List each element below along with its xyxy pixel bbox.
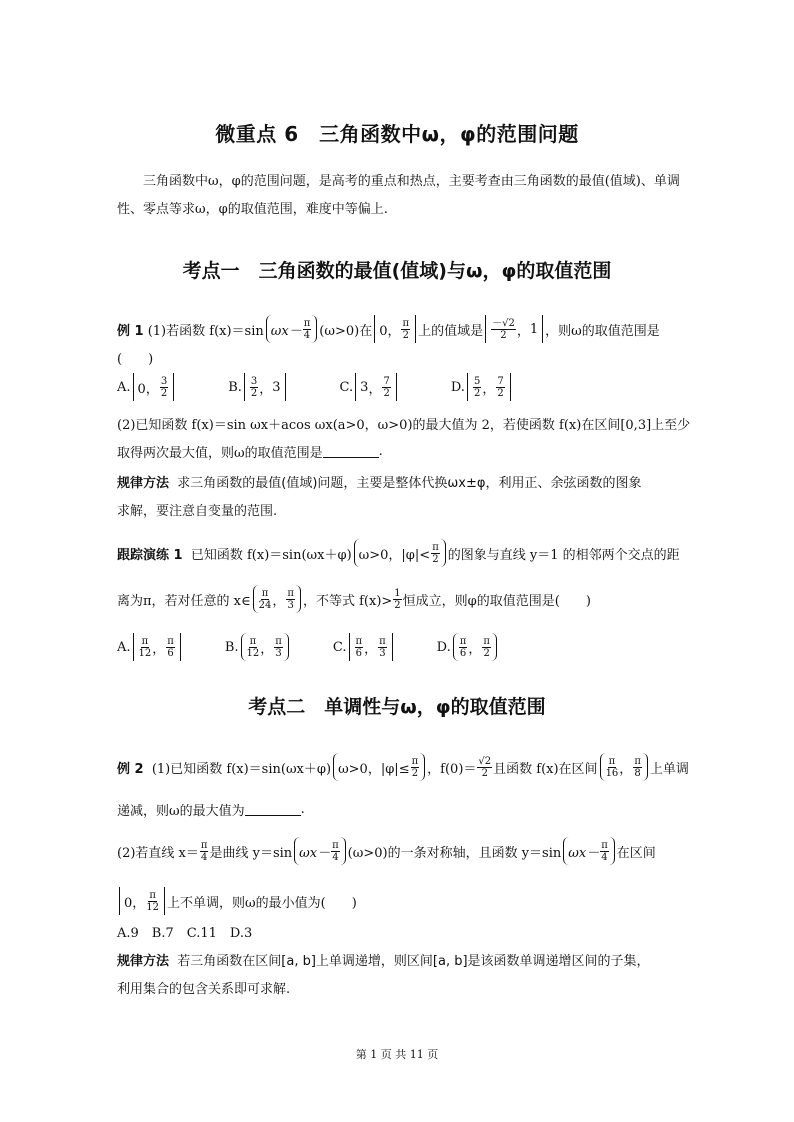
sep: ， [368,381,382,397]
fraction: $\frac{7}{2}$ [497,375,504,399]
q-text: (ω>0)在 [319,323,373,339]
q-text: ，不等式 f(x)> [302,593,393,609]
option-label: A. [117,379,131,395]
denominator: 3 [379,647,386,659]
interval-start: 3 [360,379,369,395]
option-c[interactable] [333,633,395,661]
denominator: 4 [303,329,311,341]
q-text: 递减，则ω的最大值为 [117,803,245,819]
q-text: ，则ω的取值范围是 [545,323,660,339]
fraction [331,840,340,863]
denominator: 24 [258,599,272,611]
interval-end: 3 [272,379,281,395]
q-text: 上单调 [649,761,689,777]
method-text: 求解，要注意自变量的范围. [117,503,278,519]
numerator: 5 [473,375,481,387]
sep: ， [619,761,633,777]
fraction [393,588,401,611]
fraction [146,890,159,913]
q-text: (2)已知函数 f(x)＝sin ωx＋acos ωx(a>0，ω>0)的最大值为 2，若使函数 f(x)在区间[0,3]上至少 [117,417,691,433]
sep: ， [468,641,482,657]
denominator: 2 [250,387,258,399]
option-c[interactable] [340,373,399,401]
example-2-choices [117,916,252,946]
track-1-line-2 [117,584,591,614]
q-text: 已知函数 f(x)＝sin(ωx＋φ) [190,547,352,563]
fraction [401,318,410,341]
denominator: 2 [473,387,481,399]
option-label: B. [224,639,239,655]
example-2-question-1-line-2: 递减，则ω的最大值为 . [117,801,305,819]
denominator: 6 [167,647,174,659]
interval-end: 1 [529,321,539,337]
method-2-line-2 [117,972,290,1002]
q-text: (1)若函数 f(x)＝sin [147,323,264,339]
denominator: 12 [138,647,152,659]
cond-text: ω>0，|φ|≤ [338,761,410,777]
numerator: π [261,587,269,599]
fraction [274,636,283,659]
interval [349,633,393,661]
method-text: 利用集合的包含关系即可求解. [117,981,291,997]
sep: ， [482,381,496,397]
option-label: C. [332,639,347,655]
numerator: π [287,587,294,599]
answer-blank[interactable] [245,803,301,816]
choices-text[interactable]: A.9 B.7 C.11 D.3 [117,925,253,941]
q-text: 且函数 f(x)在区间 [493,761,598,777]
option-d[interactable] [437,633,499,661]
denominator: 4 [601,851,608,863]
interval [600,753,648,781]
denominator: 12 [146,901,160,913]
interval [485,315,543,343]
interval-start: 0， [379,323,401,339]
numerator: π [411,755,419,767]
denominator: 4 [332,851,339,863]
numerator: π [483,635,490,647]
fraction [355,636,364,659]
sep: ， [152,641,166,657]
q-text: 取得两次最大值，则ω的取值范围是 [117,445,323,461]
condition-paren [333,753,425,781]
numerator: π [275,635,282,647]
interval-start: 0， [124,895,146,911]
denominator: 2 [402,329,409,341]
fraction [250,376,258,399]
q-text: (1)已知函数 f(x)＝sin(ωx＋φ) [151,761,332,777]
sep: ， [260,641,274,657]
q-text: ，f(0)＝ [427,761,477,777]
denominator: 2 [383,387,390,399]
q-text: 恒成立，则φ的取值范围是( ) [402,593,591,609]
denominator: 2 [500,329,507,341]
arg-text: ωx－ [270,323,302,339]
fraction [411,756,420,779]
method-label: 规律方法 [117,953,170,969]
method-text: 求三角函数的最值(值域)问题，主要是整体代换ωx±φ，利用正、余弦函数的图象 [177,475,642,491]
numerator: π [601,839,608,851]
denominator: 6 [459,647,467,659]
condition-paren [354,539,446,567]
section-1-title: 考点一 三角函数的最值(值域)与ω，φ的取值范围 [182,260,612,282]
numerator: 3 [160,375,168,387]
argument-paren [294,837,346,865]
numerator: π [303,317,311,329]
q-text: 在区间 [616,845,656,861]
option-b[interactable] [225,633,291,661]
intro-paragraph: 三角函数中ω，φ的范围问题，是高考的重点和热点，主要考查由三角函数的最值(值域)、单调性、零点等求ω，φ的取值范围，难度中等偏上. [117,174,680,217]
denominator: 2 [394,599,401,611]
q-text: 上不单调，则ω的最小值为( ) [167,895,357,911]
interval [253,585,301,613]
numerator: π [332,839,339,851]
numerator: π [379,635,386,647]
fraction [303,318,312,341]
denominator: 2 [481,767,488,779]
page-footer: 第 1 页 共 11 页 [355,1048,439,1061]
denominator: 6 [355,647,362,659]
option-label: B. [228,379,242,395]
arg-text: ωx－ [299,845,331,861]
fraction [600,840,609,863]
example-1-question-2-line-2: 取得两次最大值，则ω的取值范围是 . [117,443,383,461]
numerator: π [167,635,174,647]
denominator: 3 [275,647,282,659]
option-label: D. [450,379,465,395]
example-2-question-2-line-1 [117,836,656,866]
interval [133,633,181,661]
q-text: 是曲线 y＝sin [209,845,293,861]
denominator: 12 [246,647,260,659]
fraction [431,542,440,565]
arg-text: ωx－ [568,845,600,861]
numerator: π [355,635,363,647]
argument-paren [563,837,615,865]
numerator: π [634,755,641,767]
option-d[interactable] [451,373,513,401]
fraction [286,588,295,611]
fraction [491,318,516,341]
numerator: √2 [478,755,492,767]
numerator: π [459,635,467,647]
numerator: π [200,839,208,851]
numerator: π [432,541,439,553]
interval [241,633,289,661]
method-label: 规律方法 [117,475,170,491]
option-b[interactable] [228,373,287,401]
denominator: 16 [605,767,619,779]
numerator: π [149,889,156,901]
fraction [378,636,387,659]
denominator: 4 [200,851,208,863]
cond-text: ω>0，|φ|< [358,547,431,563]
example-2-question-1-line-1 [117,752,689,782]
fraction [473,376,481,399]
fraction [459,636,468,659]
fraction [166,636,175,659]
paren: ( ) [117,351,154,367]
page-title: 微重点 6 三角函数中ω，φ的范围问题 [215,122,579,146]
numerator: π [141,635,149,647]
method-2-line-1 [117,944,650,974]
interval [244,373,286,401]
answer-paren [117,342,153,372]
denominator: 2 [497,387,504,399]
example-label: 例 1 [117,323,144,339]
numerator: 3 [250,375,258,387]
denominator: 2 [483,647,490,659]
numerator: －√2 [492,317,515,329]
example-1-question-1 [117,314,660,344]
method-text: 若三角函数在区间[a, b]上单调递增，则区间[a, b]是该函数单调递增区间的子集， [177,953,650,969]
interval [467,373,511,401]
denominator: 8 [634,767,641,779]
interval-start: 0， [137,381,159,397]
interval [133,373,175,401]
fraction [477,756,492,779]
fraction [139,636,152,659]
denominator: 3 [287,599,294,611]
track-1-line-1 [117,538,680,568]
numerator: 1 [394,587,401,599]
numerator: π [402,317,410,329]
sep: ， [272,593,286,609]
interval [119,887,165,915]
answer-blank[interactable] [323,445,379,458]
q-text: 离为π，若对任意的 x∈ [117,593,251,609]
numerator: π [249,635,257,647]
method-1-line-1 [117,466,641,496]
fraction: $\frac{7}{2}$ [383,375,390,399]
denominator: 2 [432,553,439,565]
fraction [200,840,209,863]
example-1-question-2-line-1 [117,408,690,438]
option-a[interactable] [117,373,176,401]
q-text: 的图象与直线 y＝1 的相邻两个交点的距 [447,547,680,563]
fraction [482,636,491,659]
option-label: C. [339,379,354,395]
sep: ， [259,381,273,397]
q-text: (ω>0)的一条对称轴，且函数 y＝sin [347,845,562,861]
interval [374,315,416,343]
exercise-label: 跟踪演练 1 [117,547,183,563]
argument-paren [266,315,318,343]
track-1-options [117,632,551,662]
example-2-question-2-line-2 [117,886,357,916]
option-a[interactable] [117,633,183,661]
fraction [160,376,168,399]
example-label: 例 2 [117,761,144,777]
fraction [606,756,619,779]
option-label: D. [436,639,451,655]
option-label: A. [117,639,131,655]
interval [355,373,397,401]
interval [453,633,497,661]
fraction [633,756,642,779]
section-2-title: 考点二 单调性与ω，φ的取值范围 [248,696,546,718]
sep: ， [516,323,530,339]
sep: ， [364,641,378,657]
denominator: 2 [411,767,419,779]
fraction [247,636,260,659]
q-text: (2)若直线 x＝ [117,845,199,861]
denominator: 2 [160,387,168,399]
fraction [259,588,272,611]
method-1-line-2 [117,494,277,524]
q-text: 上的值域是 [418,323,484,339]
numerator: π [608,755,616,767]
example-1-options [117,372,565,402]
